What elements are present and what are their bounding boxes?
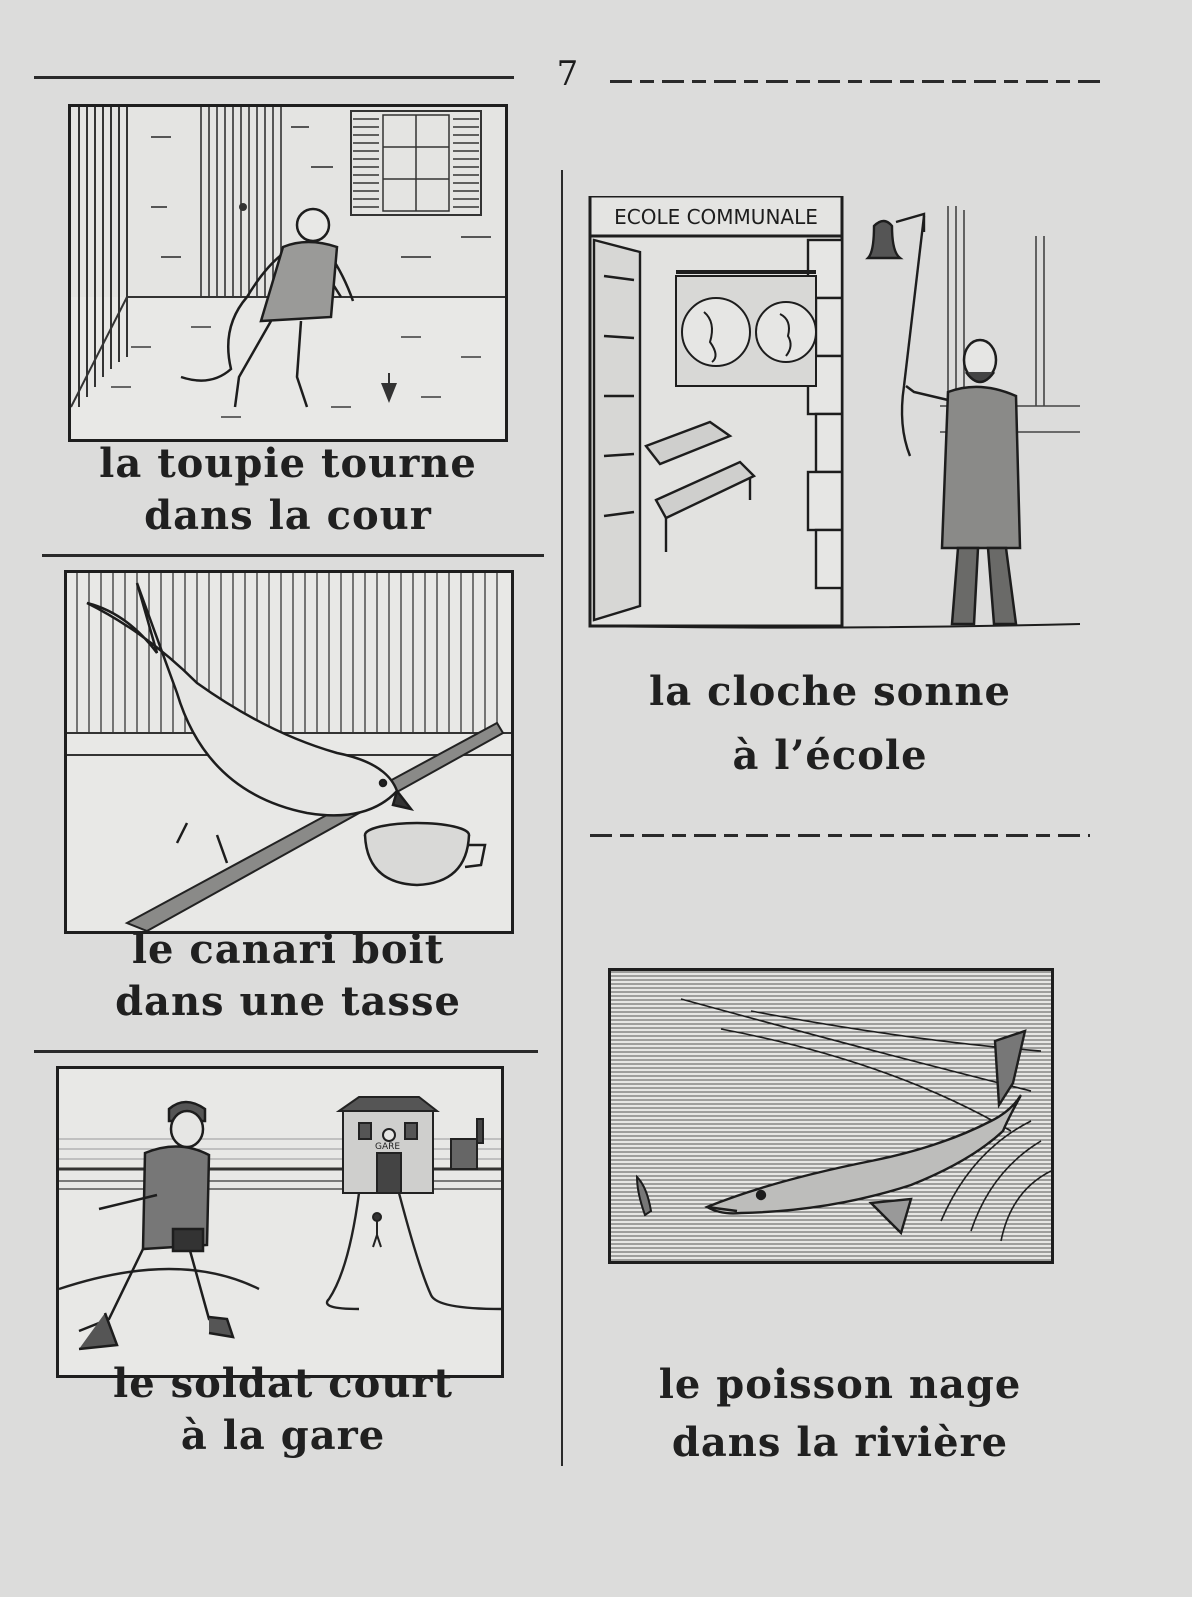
separator-1 [42,554,544,557]
spinning-top [381,373,397,403]
caption-soldat-line1: le soldat court [113,1360,453,1407]
illustration-canari [64,570,514,934]
illustration-toupie [68,104,508,442]
caption-poisson-line1: le poisson nage [658,1361,1022,1408]
station-building [339,1097,483,1193]
illustration-poisson [608,968,1054,1264]
caption-soldat [40,1358,526,1462]
bell [868,214,924,456]
caption-toupie-line1: la toupie tourne [99,440,477,487]
courtyard-drawing [71,107,505,439]
world-map [676,272,816,386]
station-sign: GARE [375,1142,401,1152]
caption-soldat-line2: à la gare [180,1412,386,1459]
page-number: 7 [556,54,580,94]
header-rule-right [610,80,1104,83]
column-divider [561,170,563,1466]
caption-canari-line1: le canari boit [131,926,445,973]
illustration-soldat [56,1066,504,1378]
schoolmaster [906,340,1020,624]
separator-right [590,834,1090,837]
canary-drawing [67,573,511,931]
pike-drawing [611,971,1051,1261]
soldier-drawing [59,1069,501,1375]
caption-cloche [600,660,1060,788]
caption-toupie [50,438,526,542]
caption-canari-line2: dans une tasse [115,978,461,1025]
header-rule-left [34,76,514,79]
school-bell-drawing [580,196,1100,646]
caption-cloche-line1: la cloche sonne [649,668,1011,715]
caption-canari [50,924,526,1028]
separator-2 [34,1050,538,1053]
cup [365,823,485,885]
caption-poisson-line2: dans la rivière [671,1419,1009,1466]
caption-cloche-line2: à l’école [732,732,928,779]
caption-poisson [610,1356,1070,1472]
illustration-cloche [580,196,1100,646]
school-sign: ECOLE COMMUNALE [614,205,818,229]
caption-toupie-line2: dans la cour [144,492,432,539]
